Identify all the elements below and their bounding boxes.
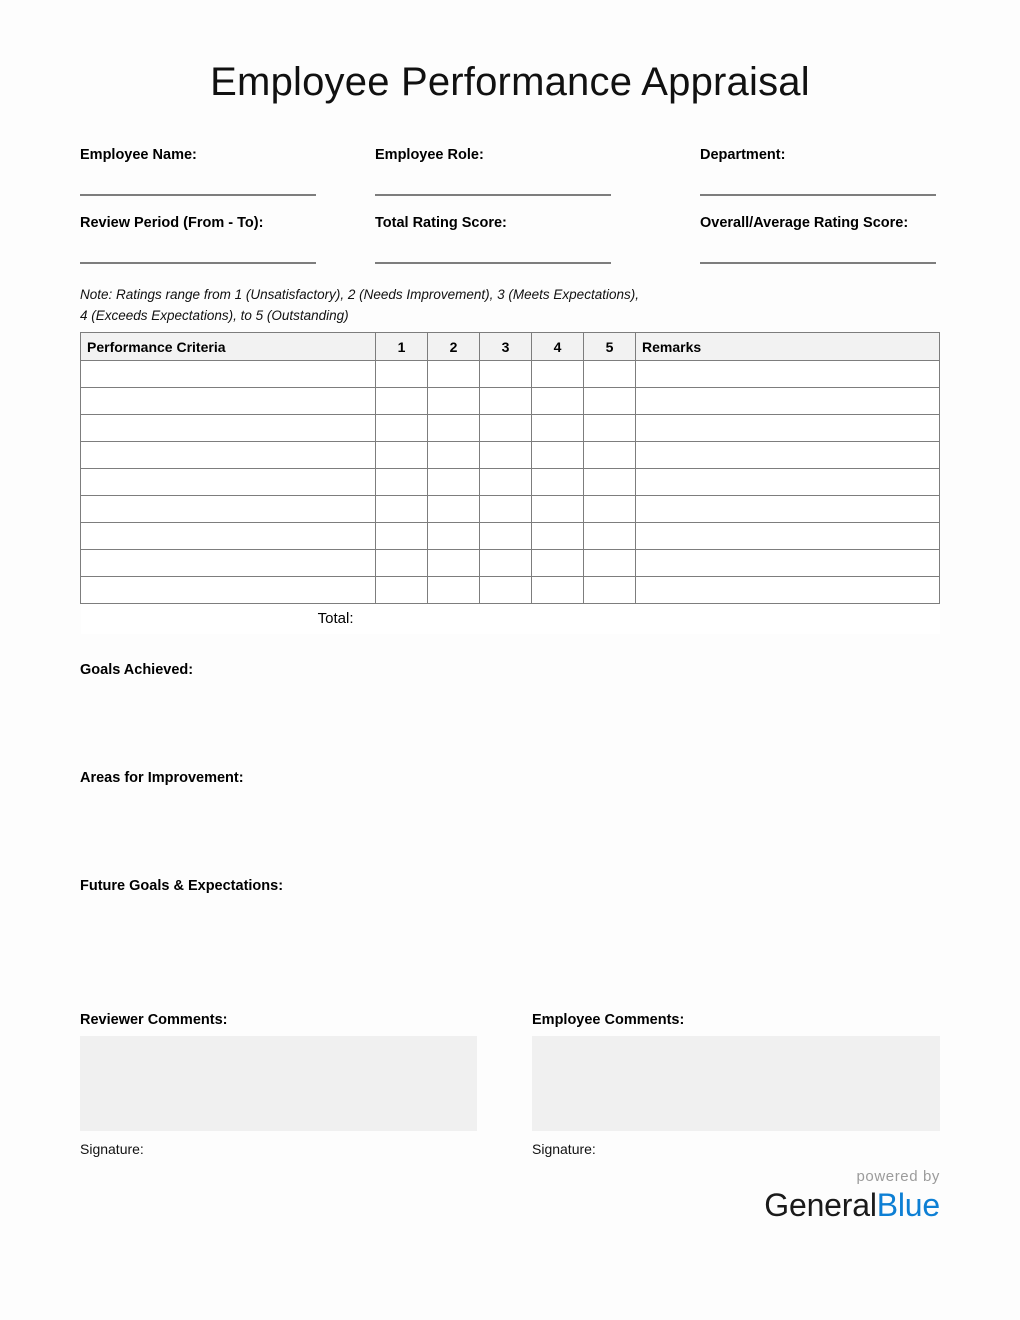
field-input-review-period[interactable] (80, 262, 316, 264)
column-header-score-1: 1 (376, 333, 428, 361)
cell-score-2[interactable] (428, 442, 480, 469)
field-label-total-rating-score: Total Rating Score: (375, 215, 507, 231)
cell-score-3[interactable] (480, 469, 532, 496)
employee-comments-input[interactable] (532, 1036, 940, 1131)
cell-score-2[interactable] (428, 523, 480, 550)
cell-score-4[interactable] (532, 361, 584, 388)
cell-remarks[interactable] (636, 361, 940, 388)
logo-text-general: General (764, 1187, 877, 1223)
total-cell-score-2 (428, 604, 480, 634)
table-row (81, 361, 940, 388)
table-row (81, 442, 940, 469)
field-input-department[interactable] (700, 194, 936, 196)
cell-score-1[interactable] (376, 388, 428, 415)
cell-remarks[interactable] (636, 577, 940, 604)
cell-score-1[interactable] (376, 469, 428, 496)
field-department (700, 146, 940, 164)
cell-score-3[interactable] (480, 523, 532, 550)
cell-criteria[interactable] (81, 442, 376, 469)
field-row-1 (80, 146, 940, 214)
field-employee-role (375, 146, 615, 164)
table-total-row (81, 604, 940, 634)
cell-score-1[interactable] (376, 442, 428, 469)
column-header-score-4: 4 (532, 333, 584, 361)
table-row (81, 550, 940, 577)
column-header-remarks: Remarks (636, 333, 940, 361)
cell-criteria[interactable] (81, 523, 376, 550)
cell-score-2[interactable] (428, 388, 480, 415)
cell-score-1[interactable] (376, 523, 428, 550)
cell-score-2[interactable] (428, 496, 480, 523)
cell-score-1[interactable] (376, 577, 428, 604)
cell-remarks[interactable] (636, 388, 940, 415)
section-label-goals-achieved: Goals Achieved: (80, 662, 194, 678)
ratings-scale-note-line-1: Note: Ratings range from 1 (Unsatisfactory), 2 (Needs Improvement), 3 (Meets Expectations), (80, 287, 639, 302)
reviewer-comments-label: Reviewer Comments: (80, 1012, 228, 1028)
cell-remarks[interactable] (636, 415, 940, 442)
cell-remarks[interactable] (636, 442, 940, 469)
cell-score-5[interactable] (584, 523, 636, 550)
cell-score-4[interactable] (532, 388, 584, 415)
table-body (81, 361, 940, 634)
field-review-period (80, 214, 320, 232)
cell-score-4[interactable] (532, 577, 584, 604)
field-label-employee-role: Employee Role: (375, 147, 484, 163)
cell-score-2[interactable] (428, 415, 480, 442)
cell-remarks[interactable] (636, 523, 940, 550)
cell-criteria[interactable] (81, 361, 376, 388)
employee-comments-label: Employee Comments: (532, 1012, 685, 1028)
table-row (81, 388, 940, 415)
cell-score-5[interactable] (584, 388, 636, 415)
generalblue-logo (764, 1186, 940, 1224)
cell-score-4[interactable] (532, 442, 584, 469)
column-header-score-5: 5 (584, 333, 636, 361)
page-title: Employee Performance Appraisal (210, 60, 810, 104)
employee-info-fields (80, 146, 940, 282)
cell-criteria[interactable] (81, 415, 376, 442)
column-header-score-3: 3 (480, 333, 532, 361)
field-input-employee-role[interactable] (375, 194, 611, 196)
total-cell-score-3 (480, 604, 532, 634)
cell-score-3[interactable] (480, 361, 532, 388)
cell-remarks[interactable] (636, 496, 940, 523)
cell-score-3[interactable] (480, 442, 532, 469)
reviewer-signature-label: Signature: (80, 1141, 144, 1157)
total-cell-score-4 (532, 604, 584, 634)
powered-by-label: powered by (856, 1168, 940, 1185)
ratings-scale-note (80, 284, 840, 326)
performance-criteria-table (80, 332, 940, 634)
total-cell-score-1 (376, 604, 428, 634)
total-label: Total: (81, 604, 376, 634)
cell-score-1[interactable] (376, 496, 428, 523)
table-row (81, 496, 940, 523)
cell-score-5[interactable] (584, 361, 636, 388)
cell-score-5[interactable] (584, 496, 636, 523)
cell-score-1[interactable] (376, 361, 428, 388)
cell-criteria[interactable] (81, 469, 376, 496)
cell-criteria[interactable] (81, 388, 376, 415)
cell-remarks[interactable] (636, 550, 940, 577)
ratings-scale-note-line-2: 4 (Exceeds Expectations), to 5 (Outstanding) (80, 308, 349, 323)
field-input-overall-average-rating-score[interactable] (700, 262, 936, 264)
table-row (81, 577, 940, 604)
column-header-performance-criteria: Performance Criteria (81, 333, 376, 361)
table-header-row (81, 333, 940, 361)
cell-score-4[interactable] (532, 415, 584, 442)
field-label-employee-name: Employee Name: (80, 147, 197, 163)
cell-score-2[interactable] (428, 361, 480, 388)
field-label-department: Department: (700, 147, 786, 163)
cell-score-4[interactable] (532, 550, 584, 577)
table-header (81, 333, 940, 361)
cell-score-3[interactable] (480, 496, 532, 523)
cell-score-3[interactable] (480, 415, 532, 442)
footer-branding (764, 1168, 940, 1224)
field-label-overall-average-rating-score: Overall/Average Rating Score: (700, 215, 909, 231)
cell-score-3[interactable] (480, 388, 532, 415)
logo-text-blue: Blue (876, 1187, 940, 1223)
cell-score-5[interactable] (584, 469, 636, 496)
field-employee-name (80, 146, 320, 164)
cell-score-2[interactable] (428, 550, 480, 577)
cell-remarks[interactable] (636, 469, 940, 496)
cell-score-2[interactable] (428, 577, 480, 604)
employee-comments-block (532, 1012, 940, 1157)
field-total-rating-score (375, 214, 615, 232)
section-label-areas-for-improvement: Areas for Improvement: (80, 770, 244, 786)
reviewer-comments-input[interactable] (80, 1036, 477, 1131)
column-header-score-2: 2 (428, 333, 480, 361)
field-row-2 (80, 214, 940, 282)
cell-score-4[interactable] (532, 523, 584, 550)
cell-score-4[interactable] (532, 496, 584, 523)
cell-score-2[interactable] (428, 469, 480, 496)
cell-score-1[interactable] (376, 550, 428, 577)
cell-score-3[interactable] (480, 550, 532, 577)
section-label-future-goals-expectations: Future Goals & Expectations: (80, 878, 284, 894)
total-cell-score-5 (584, 604, 636, 634)
cell-score-5[interactable] (584, 577, 636, 604)
cell-score-5[interactable] (584, 415, 636, 442)
cell-criteria[interactable] (81, 577, 376, 604)
field-input-total-rating-score[interactable] (375, 262, 611, 264)
cell-criteria[interactable] (81, 496, 376, 523)
employee-signature-label: Signature: (532, 1141, 596, 1157)
cell-score-1[interactable] (376, 415, 428, 442)
reviewer-comments-block (80, 1012, 477, 1157)
table-row (81, 415, 940, 442)
cell-score-3[interactable] (480, 577, 532, 604)
cell-score-5[interactable] (584, 442, 636, 469)
table-row (81, 469, 940, 496)
field-label-review-period: Review Period (From - To): (80, 215, 264, 231)
cell-score-5[interactable] (584, 550, 636, 577)
cell-score-4[interactable] (532, 469, 584, 496)
total-cell-remarks (636, 604, 940, 634)
cell-criteria[interactable] (81, 550, 376, 577)
field-overall-average-rating-score (700, 214, 940, 232)
table-row (81, 523, 940, 550)
field-input-employee-name[interactable] (80, 194, 316, 196)
